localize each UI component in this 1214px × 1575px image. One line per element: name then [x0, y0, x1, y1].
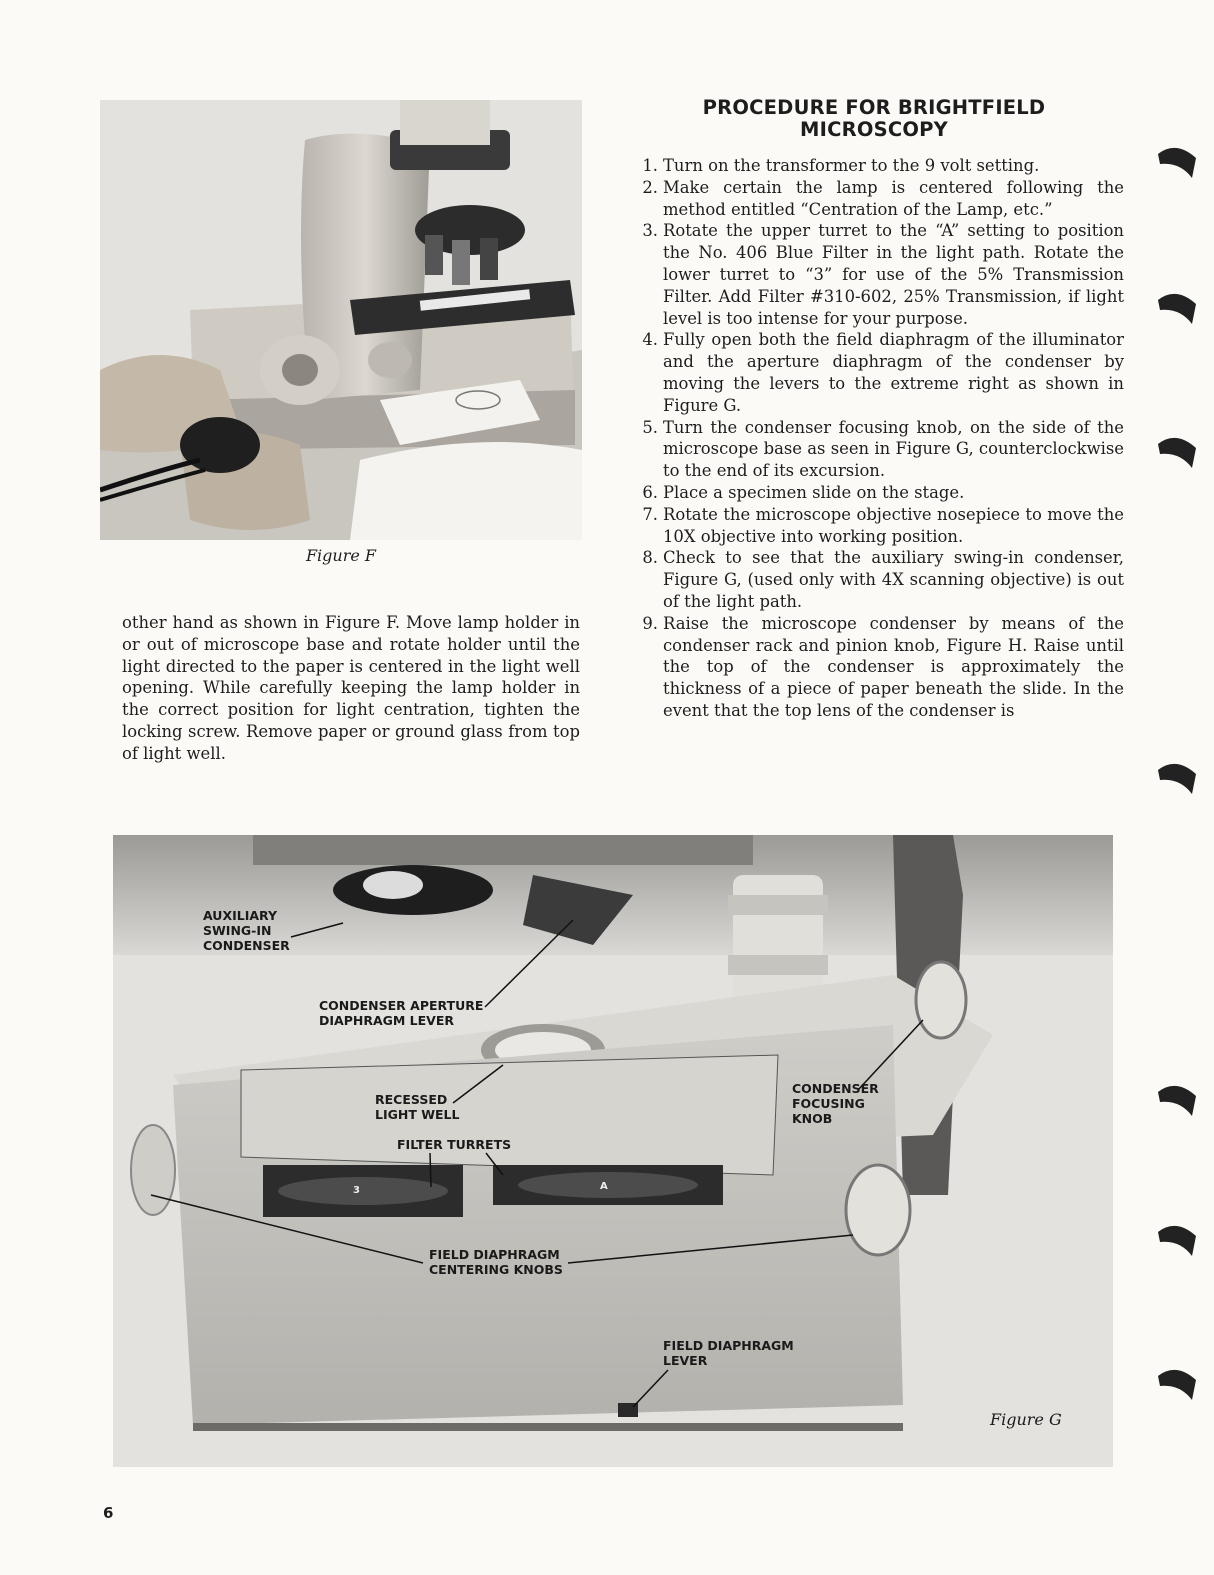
binder-hole-icon: [1156, 140, 1200, 180]
procedure-step: 9. Raise the microscope condenser by means of the condenser rack and pinion knob, Figure H. Raise until the top of the condenser is approximately the thickness of a piece of paper beneath the slide. In the event that the top lens of the condenser is: [642, 613, 1124, 720]
label-recessed-light-well: RECESSED LIGHT WELL: [375, 1092, 460, 1122]
label-filter-turrets: FILTER TURRETS: [397, 1137, 512, 1152]
procedure-step: 6. Place a specimen slide on the stage.: [642, 482, 965, 502]
label-condenser-focusing-knob: CONDENSER FOCUSING KNOB: [792, 1081, 879, 1126]
turret-mark-upper: A: [600, 1181, 608, 1192]
figure-g-photo: [113, 835, 1113, 1467]
label-auxiliary-swing-in-condenser: AUXILIARY SWING-IN CONDENSER: [203, 908, 290, 953]
procedure-step: 7. Rotate the microscope objective nosepiece to move the 10X objective into working position.: [642, 504, 1124, 546]
figure-g-caption: Figure G: [990, 1410, 1062, 1429]
figure-f-caption: Figure F: [305, 546, 377, 565]
binder-hole-icon: [1156, 430, 1200, 470]
turret-mark-lower: 3: [353, 1185, 360, 1196]
label-field-diaphragm-centering-knobs: FIELD DIAPHRAGM CENTERING KNOBS: [429, 1247, 563, 1277]
binder-hole-icon: [1156, 1362, 1200, 1402]
binder-hole-icon: [1156, 286, 1200, 326]
procedure-step: 5. Turn the condenser focusing knob, on the side of the microscope base as seen in Figure G, counterclockwise to the end of its excursion.: [642, 417, 1124, 481]
procedure-step: 4. Fully open both the field diaphragm of the illuminator and the aperture diaphragm of the condenser by moving the levers to the extreme right as shown in Figure G.: [642, 330, 1124, 415]
procedure-step: 3. Rotate the upper turret to the “A” setting to position the No. 406 Blue Filter in the light path. Rotate the lower turret to “3” for use of the 5% Transmission Filter. Add Filter #310-602, 25% Transmission, if light level is too intense for your purpose.: [642, 221, 1124, 328]
microscope-lamp-illustration: [100, 100, 582, 540]
label-field-diaphragm-lever: FIELD DIAPHRAGM LEVER: [663, 1338, 794, 1368]
figure-f-photo: [100, 100, 582, 540]
procedure-steps-list: [636, 155, 1124, 722]
procedure-heading-line2: MICROSCOPY: [800, 118, 948, 141]
procedure-heading: [640, 97, 1108, 141]
binder-hole-icon: [1156, 1218, 1200, 1258]
procedure-heading-line1: PROCEDURE FOR BRIGHTFIELD: [702, 96, 1046, 119]
page-number: 6: [103, 1504, 114, 1522]
binder-hole-icon: [1156, 756, 1200, 796]
binder-hole-icon: [1156, 1078, 1200, 1118]
procedure-step: 1. Turn on the transformer to the 9 volt setting.: [642, 156, 1040, 175]
label-condenser-aperture-diaphragm-lever: CONDENSER APERTURE DIAPHRAGM LEVER: [319, 998, 484, 1028]
procedure-step: 2. Make certain the lamp is centered following the method entitled “Centration of the Lamp, etc.”: [642, 177, 1124, 219]
left-column-paragraph: other hand as shown in Figure F. Move lamp holder in or out of microscope base and rotate holder until the light directed to the paper is centered in the light well opening. While carefully keeping the lamp holder in the correct position for light centration, tighten the locking screw. Remove paper or ground glass from top of light well.: [122, 613, 580, 763]
procedure-step: 8. Check to see that the auxiliary swing-in condenser, Figure G, (used only with 4X scanning objective) is out of the light path.: [642, 548, 1124, 611]
